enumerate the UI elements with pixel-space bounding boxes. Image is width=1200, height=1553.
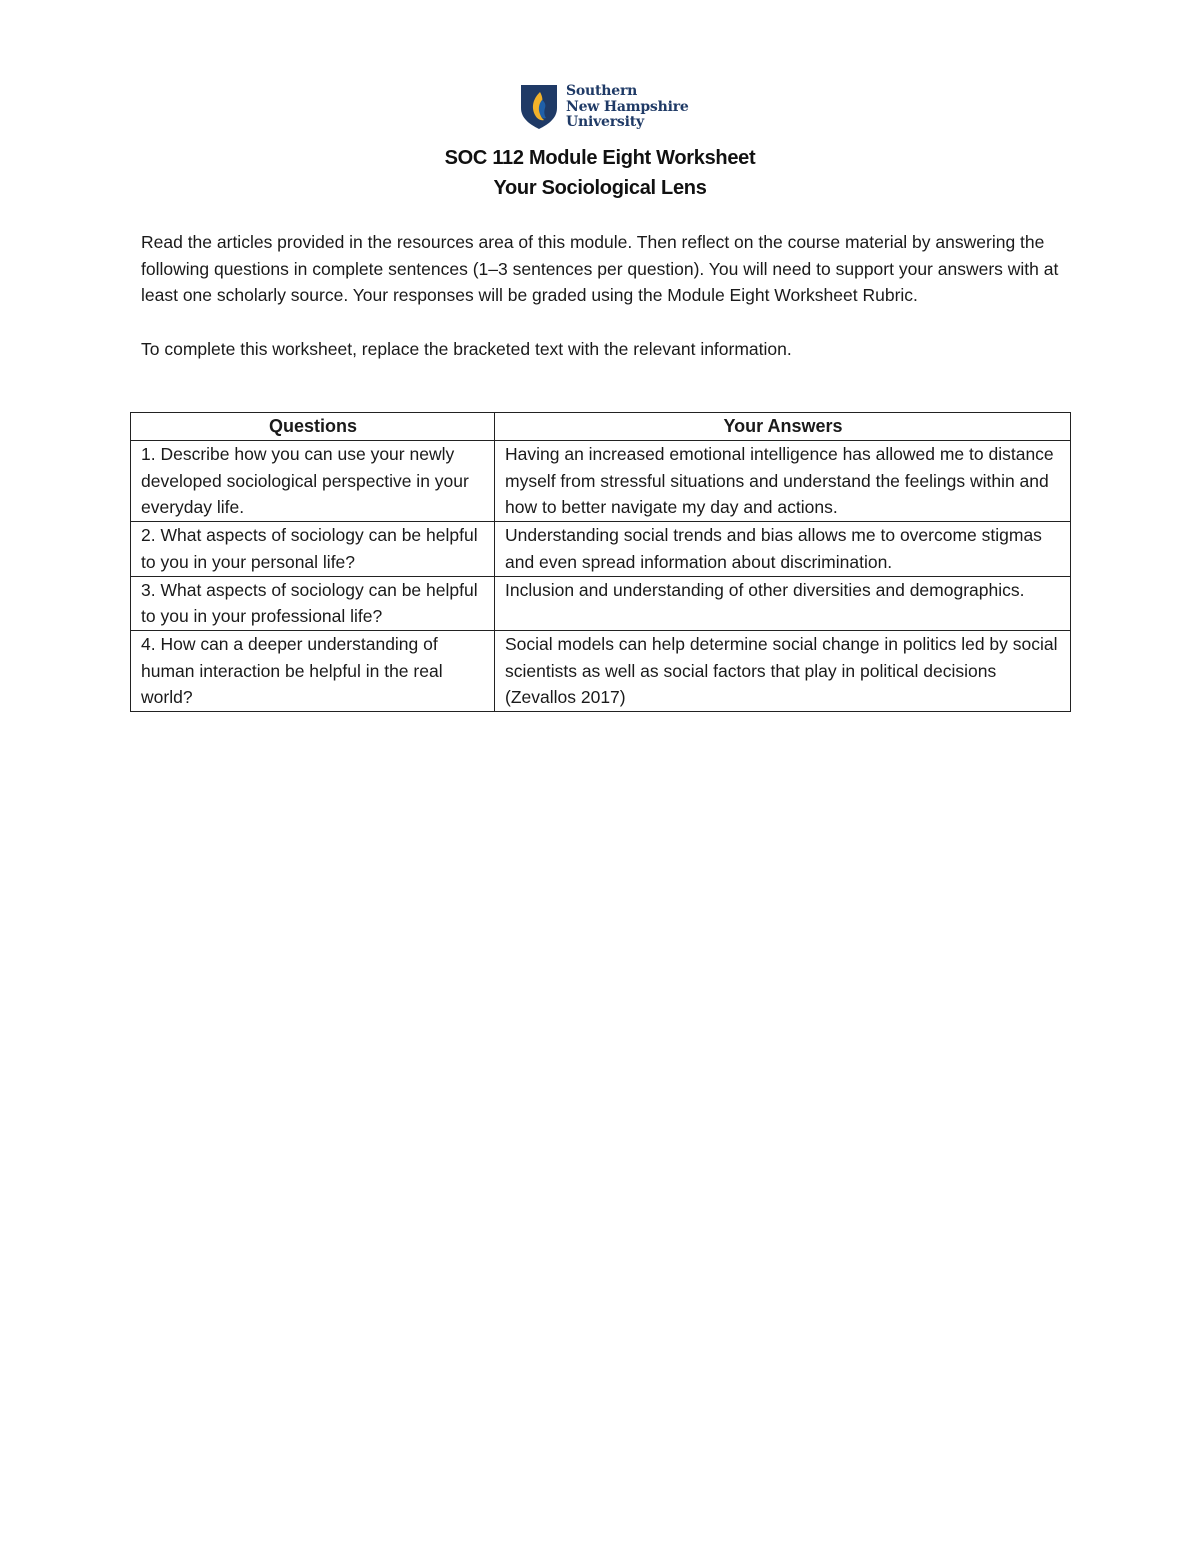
question-cell: 3. What aspects of sociology can be helpful to you in your professional life? [131,576,495,630]
table-row [131,522,1071,576]
table-row [131,630,1071,711]
document-title [0,143,1200,203]
instructions-paragraph: Read the articles provided in the resources area of this module. Then reflect on the course material by answering the following questions in complete sentences (1–3 sentences per question). You will need to support your answers with at least one scholarly source. Your responses will be graded using the Module Eight Worksheet Rubric. [141,232,1059,306]
instructions [141,229,1071,363]
shield-flame-icon [520,84,558,130]
title-line-2: Your Sociological Lens [493,177,707,199]
logo-line-3: University [566,114,644,130]
logo-line-2: New Hampshire [566,98,689,115]
answer-cell: Inclusion and understanding of other diversities and demographics. [495,576,1071,630]
answer-cell: Having an increased emotional intelligence has allowed me to distance myself from stressful situations and understand the feelings within and how to better navigate my day and actions. [495,441,1071,522]
table-row [131,441,1071,522]
answers-column-header: Your Answers [495,413,1071,441]
table-row [131,576,1071,630]
answer-cell: Understanding social trends and bias allows me to overcome stigmas and even spread information about discrimination. [495,522,1071,576]
question-cell: 2. What aspects of sociology can be helpful to you in your personal life? [131,522,495,576]
snhu-logo [520,84,689,131]
question-cell: 4. How can a deeper understanding of human interaction be helpful in the real world? [131,630,495,711]
instructions-note: To complete this worksheet, replace the bracketed text with the relevant information. [141,338,792,359]
questions-column-header: Questions [131,413,495,441]
logo-line-1: Southern [566,83,638,99]
answer-cell: Social models can help determine social change in politics led by social scientists as well as social factors that play in political decisions (Zevallos 2017) [495,630,1071,711]
questions-table [130,412,1071,712]
question-cell: 1. Describe how you can use your newly developed sociological perspective in your everyday life. [131,441,495,522]
logo-wordmark [566,84,689,131]
title-line-1: SOC 112 Module Eight Worksheet [444,147,756,169]
table-header-row [131,413,1071,441]
